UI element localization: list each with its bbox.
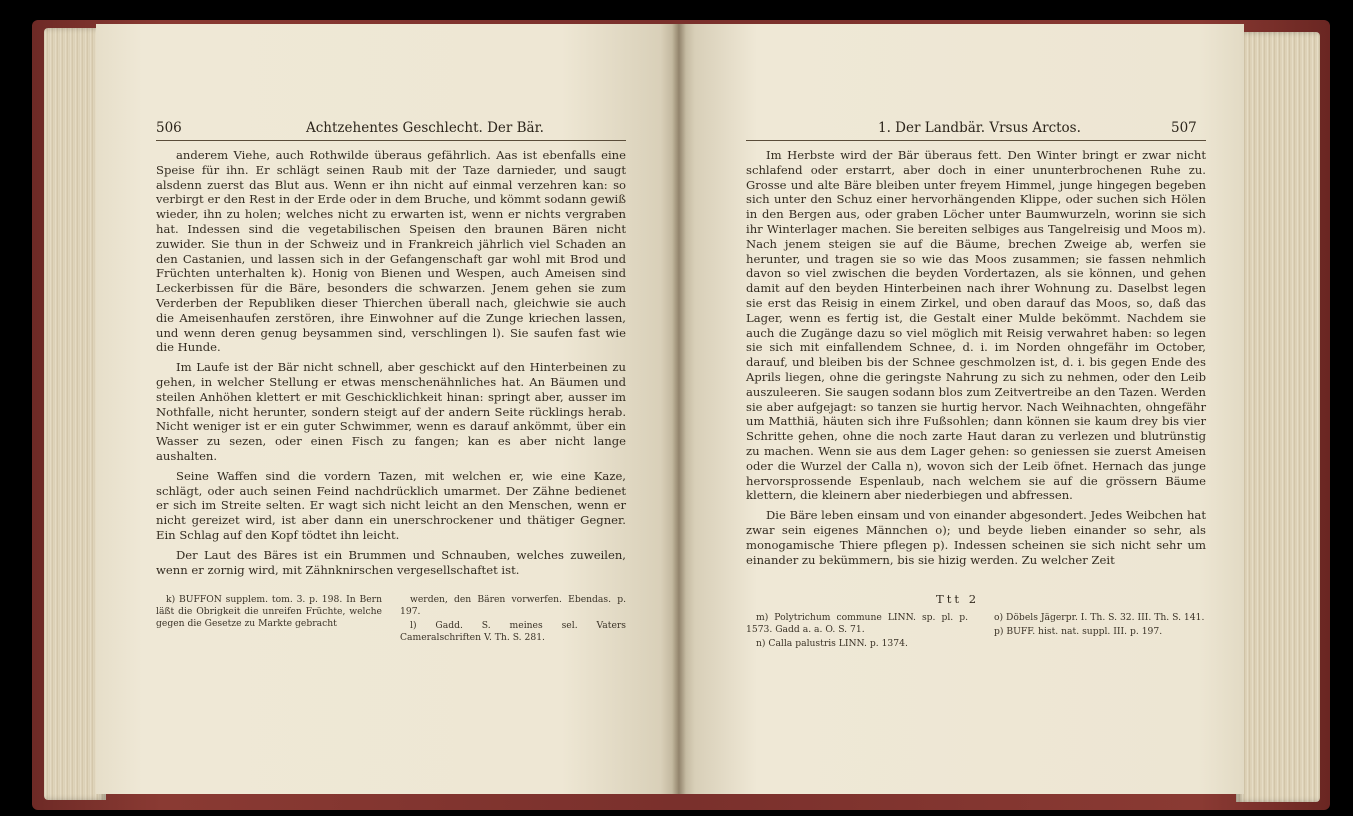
left-paragraph: Seine Waffen sind die vordern Tazen, mit welchen er, wie eine Kaze, schlägt, oder auch seinen Feind nachdrücklich umarmet. Der Zähne bedienet er sich im Streite selten. Er wagt sich nicht leicht an den Menschen, wenn er nicht gereizet wird, ist aber dann ein unerschrockener und thätiger Gegner. Ein Schlag auf den Kopf tödtet ihn leicht. [156,468,626,542]
footnote: k) BUFFON supplem. tom. 3. p. 198. In Bern läßt die Obrigkeit die unreifen Früchte, welche gegen die Gesetze zu Markte gebracht [156,594,382,629]
book-gutter [672,24,686,794]
left-paragraph: Im Laufe ist der Bär nicht schnell, aber geschickt auf den Hinterbeinen zu gehen, in welcher Stellung er etwas menschenähnliches hat. An Bäumen und steilen Anhöhen klettert er mit Geschicklichkeit hinan: springt aber, ausser im Nothfalle, nicht herunter, sondern steigt auf der andern Seite rücklings herab. Nicht weniger ist er ein guter Schwimmer, wenn es darauf ankömmt, über ein Wasser zu sezen, oder einen Fisch zu fangen; kan es aber nicht lange aushalten. [156,360,626,463]
signature-mark: Ttt 2 [936,592,980,606]
left-page [96,24,678,794]
right-running-title: 1. Der Landbär. Vrsus Arctos. [878,120,1081,136]
footnote: m) Polytrichum commune LINN. sp. pl. p. 1573. Gadd a. a. O. S. 71. [746,612,968,635]
right-paragraph: Die Bäre leben einsam und von einander abgesondert. Jedes Weibchen hat zwar sein eigenes Männchen o); und beyde lieben einander so sehr, als monogamische Thiere pflegen p). Indessen scheinen sie sich nicht sehr um einander zu bekümmern, bis sie hizig werden. Zu welcher Zeit [746,508,1206,567]
left-running-head [156,120,626,142]
left-page-number: 506 [156,120,182,136]
footnote: werden, den Bären vorwerfen. Ebendas. p. 197. [400,594,626,617]
footnote: o) Döbels Jägerpr. I. Th. S. 32. III. Th. S. 141. [994,612,1205,623]
right-body-text [746,148,1206,567]
right-page-edges [1236,32,1320,802]
right-footnotes [746,612,1206,692]
left-notes-col1 [156,594,382,632]
left-head-rule [156,140,626,141]
right-running-head [746,120,1206,142]
right-notes-col2 [984,612,1206,640]
right-page [678,24,1244,794]
right-notes-col1 [746,612,968,652]
right-paragraph: Im Herbste wird der Bär überaus fett. Den Winter bringt er zwar nicht schlafend oder erstarrt, aber doch in einer ununterbrochenen Ruhe zu. Grosse und alte Bäre bleiben unter freyem Himmel, junge hingegen begeben sich unter den Schuz einer hervorhängenden Klippe, oder suchen sich Hölen in den Bergen aus, oder graben Löcher unter Baumwurzeln, worinn sie sich ihr Winterlager machen. Sie bereiten selbiges aus Tangelreisig und Moos m). Nach jenem steigen sie auf die Bäume, brechen Zweige ab, werfen sie herunter, und tragen sie so wie das Moos zusammen; sie fassen nehmlich davon so viel zwischen die beyden Vordertazen, als sie können, und gehen damit auf den beyden Hinterbeinen nach ihrer Wohnung zu. Daselbst legen sie erst das Reisig in einem Zirkel, und oben darauf das Moos, so, daß das Lager, wenn es fertig ist, die Gestalt einer Mulde bekömmt. Nachdem sie auch die Zugänge dazu so viel möglich mit Reisig verwahret haben: so legen sie sich mit einfallendem Schnee, d. i. im Norden ohngefähr im October, darauf, und bleiben bis der Schnee geschmolzen ist, d. i. bis gegen Ende des Aprils liegen, ohne die geringste Nahrung zu sich zu nehmen, oder den Leib auszuleeren. Sie saugen sodann blos zum Zeitvertreibe an den Tazen. Werden sie aber aufgejagt: so tanzen sie hurtig hervor. Nach Weihnachten, ohngefähr um Matthiä, häuten sich ihre Fußsohlen; dann können sie kaum drey bis vier Schritte gehen, ohne die noch zarte Haut daran zu verlezen und blutrünstig zu machen. Wenn sie aus dem Lager gehen: so geniessen sie zuerst Ameisen oder die Wurzel der Calla n), wovon sich der Leib öfnet. Hernach das junge hervorsprossende Espenlaub, nach welchem sie auf die grössern Bäume klettern, die kleinern aber niederbiegen und abfressen. [746,148,1206,503]
left-running-title: Achtzehentes Geschlecht. Der Bär. [306,120,544,136]
left-paragraph: Der Laut des Bäres ist ein Brummen und Schnauben, welches zuweilen, wenn er zornig wird, mit Zähnknirschen vergesellschaftet ist. [156,547,626,577]
left-body-text [156,148,626,577]
left-footnotes [156,594,626,674]
left-paragraph: anderem Viehe, auch Rothwilde überaus gefährlich. Aas ist ebenfalls eine Speise für ihn. Er schlägt seinen Raub mit der Taze darnieder, und saugt alsdenn zuerst das Blut aus. Wenn er ihn nicht auf einmal verzehren kan: so verbirgt er den Rest in der Erde oder in dem Bruche, und kömmt sodann gewiß wieder, ihn zu holen; welches nicht zu erwarten ist, wenn er nichts vergraben hat. Indessen sind die vegetabilischen Speisen den braunen Bären nicht zuwider. Sie thun in der Schweiz und in Frankreich jährlich viel Schaden an den Castanien, und lassen sich in der Gefangenschaft gar wohl mit Brod und Früchten unterhalten k). Honig von Bienen und Wespen, auch Ameisen sind Leckerbissen für die Bäre, besonders die schwarzen. Jenem gehen sie zum Verderben der Republiken dieser Thierchen überall nach, gleichwie sie auch die Ameisenhaufen zerstören, ihre Einwohner auf die Zunge kriechen lassen, und wenn deren genug beysammen sind, verschlingen l). Sie saufen fast wie die Hunde. [156,148,626,355]
footnote: n) Calla palustris LINN. p. 1374. [756,638,908,649]
footnote: p) BUFF. hist. nat. suppl. III. p. 197. [994,626,1163,637]
right-head-rule [746,140,1206,141]
right-page-number: 507 [1171,120,1197,136]
footnote: l) Gadd. S. meines sel. Vaters Cameralschriften V. Th. S. 281. [400,620,626,643]
left-notes-col2 [400,594,626,646]
